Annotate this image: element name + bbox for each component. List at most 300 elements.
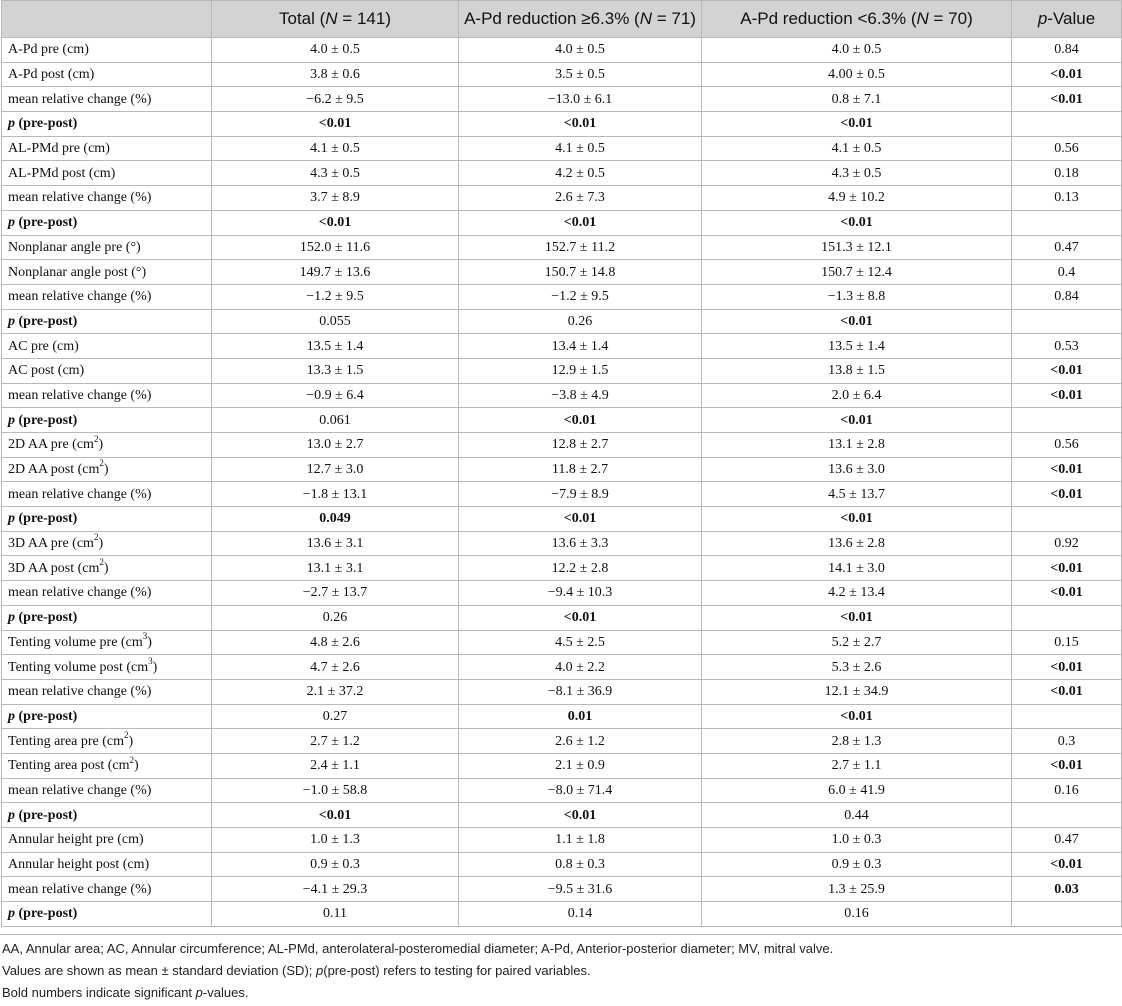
row-label-sup: 3 — [148, 655, 153, 666]
cell-total: 3.8 ± 0.6 — [212, 62, 459, 87]
row-label — [2, 655, 212, 680]
table-body — [2, 38, 1122, 927]
cell-p: 0.84 — [1012, 284, 1122, 309]
cell-g2: 4.0 ± 0.5 — [702, 38, 1012, 63]
header-row — [2, 1, 1122, 38]
row-label-text: mean relative change (%) — [8, 684, 152, 700]
table-row — [2, 679, 1122, 704]
row-label-text: mean relative change (%) — [8, 91, 152, 107]
row-label-text: mean relative change (%) — [8, 190, 152, 206]
row-label — [2, 408, 212, 433]
row-label-rest: (pre-post) — [15, 215, 78, 231]
header-g1-n: N — [639, 9, 652, 28]
table-row — [2, 284, 1122, 309]
cell-p: <0.01 — [1012, 482, 1122, 507]
header-g2-suffix: = 70) — [928, 9, 973, 28]
cell-total: −1.8 ± 13.1 — [212, 482, 459, 507]
footnote-values-p: p — [316, 963, 324, 978]
row-label-sup: 2 — [93, 433, 99, 444]
cell-g1: <0.01 — [459, 507, 702, 532]
row-label-text: Tenting volume post (cm — [8, 659, 149, 675]
row-label-text: Nonplanar angle pre (°) — [8, 239, 141, 255]
table-row — [2, 778, 1122, 803]
row-label — [2, 630, 212, 655]
cell-g1: 4.0 ± 0.5 — [459, 38, 702, 63]
footnote-bold-a: Bold numbers indicate significant — [2, 985, 196, 1000]
table-row — [2, 828, 1122, 853]
cell-total: 2.4 ± 1.1 — [212, 753, 459, 778]
row-label — [2, 679, 212, 704]
header-g2-n: N — [916, 9, 929, 28]
row-label-rest: (pre-post) — [15, 511, 78, 527]
cell-g1: 2.6 ± 1.2 — [459, 729, 702, 754]
cell-g2: 0.8 ± 7.1 — [702, 87, 1012, 112]
cell-g2: 151.3 ± 12.1 — [702, 235, 1012, 260]
cell-p — [1012, 408, 1122, 433]
cell-g1: <0.01 — [459, 803, 702, 828]
row-label — [2, 112, 212, 137]
cell-total: 1.0 ± 1.3 — [212, 828, 459, 853]
cell-total: 2.7 ± 1.2 — [212, 729, 459, 754]
cell-p — [1012, 210, 1122, 235]
header-p-value — [1012, 1, 1122, 38]
row-label-sup: 3 — [142, 631, 148, 642]
row-label-text: Annular height post (cm) — [8, 857, 150, 873]
row-label-p: p — [8, 610, 15, 626]
cell-g2: 13.1 ± 2.8 — [702, 433, 1012, 458]
cell-g2: 13.6 ± 2.8 — [702, 531, 1012, 556]
cell-g2: <0.01 — [702, 210, 1012, 235]
row-label — [2, 531, 212, 556]
cell-p: 0.15 — [1012, 630, 1122, 655]
footnote-bold-p: p — [195, 985, 203, 1000]
cell-total: <0.01 — [212, 803, 459, 828]
row-label-text: AL-PMd pre (cm) — [8, 141, 110, 157]
row-label — [2, 877, 212, 902]
cell-g1: 0.8 ± 0.3 — [459, 852, 702, 877]
row-label-text: Tenting volume pre (cm — [8, 634, 143, 650]
header-g2-prefix: A-Pd reduction <6.3% ( — [740, 9, 917, 28]
cell-g2: 1.3 ± 25.9 — [702, 877, 1012, 902]
cell-total: −1.2 ± 9.5 — [212, 284, 459, 309]
cell-g1: −3.8 ± 4.9 — [459, 383, 702, 408]
cell-g1: 0.26 — [459, 309, 702, 334]
table-row — [2, 605, 1122, 630]
row-label-sup: 2 — [124, 729, 129, 740]
row-label-rest: (pre-post) — [15, 313, 78, 329]
table-footnotes — [2, 938, 1120, 1004]
row-label-text: AC pre (cm) — [8, 338, 79, 354]
cell-total: 4.8 ± 2.6 — [212, 630, 459, 655]
cell-g2: 4.3 ± 0.5 — [702, 161, 1012, 186]
cell-total: 0.049 — [212, 507, 459, 532]
results-table — [1, 0, 1122, 927]
row-label — [2, 729, 212, 754]
row-label — [2, 358, 212, 383]
row-label-text: Tenting area post (cm — [8, 758, 130, 774]
cell-p — [1012, 902, 1122, 927]
row-label-text: mean relative change (%) — [8, 585, 152, 601]
cell-total: 0.11 — [212, 902, 459, 927]
row-label-close: ) — [133, 758, 139, 774]
cell-g2: 6.0 ± 41.9 — [702, 778, 1012, 803]
cell-p: <0.01 — [1012, 87, 1122, 112]
cell-g2: 5.2 ± 2.7 — [702, 630, 1012, 655]
cell-g1: <0.01 — [459, 408, 702, 433]
cell-p: 0.56 — [1012, 433, 1122, 458]
row-label — [2, 556, 212, 581]
row-label — [2, 235, 212, 260]
cell-total: 0.061 — [212, 408, 459, 433]
cell-g2: 0.9 ± 0.3 — [702, 852, 1012, 877]
row-label-close: ) — [152, 659, 158, 675]
cell-g1: 2.6 ± 7.3 — [459, 186, 702, 211]
row-label-p: p — [8, 511, 15, 527]
table-row — [2, 507, 1122, 532]
cell-p: 0.47 — [1012, 235, 1122, 260]
cell-g1: −9.5 ± 31.6 — [459, 877, 702, 902]
table-row — [2, 852, 1122, 877]
row-label-p: p — [8, 412, 15, 428]
cell-g1: 0.01 — [459, 704, 702, 729]
row-label — [2, 62, 212, 87]
cell-g1: 4.5 ± 2.5 — [459, 630, 702, 655]
cell-g2: 13.5 ± 1.4 — [702, 334, 1012, 359]
cell-p: 0.03 — [1012, 877, 1122, 902]
row-label-rest: (pre-post) — [15, 906, 78, 922]
row-label-text: Tenting area pre (cm — [8, 733, 125, 749]
cell-total: 4.1 ± 0.5 — [212, 136, 459, 161]
row-label — [2, 161, 212, 186]
cell-p: 0.56 — [1012, 136, 1122, 161]
cell-g2: <0.01 — [702, 605, 1012, 630]
row-label-text: Annular height pre (cm) — [8, 832, 144, 848]
table-row — [2, 136, 1122, 161]
row-label-p: p — [8, 116, 15, 132]
cell-p: <0.01 — [1012, 852, 1122, 877]
cell-total: 0.26 — [212, 605, 459, 630]
cell-g2: 13.8 ± 1.5 — [702, 358, 1012, 383]
header-p-italic: p — [1037, 9, 1048, 28]
cell-p: <0.01 — [1012, 62, 1122, 87]
cell-g1: 13.6 ± 3.3 — [459, 531, 702, 556]
cell-total: 13.6 ± 3.1 — [212, 531, 459, 556]
cell-p: <0.01 — [1012, 358, 1122, 383]
cell-g1: 150.7 ± 14.8 — [459, 260, 702, 285]
cell-p: 0.3 — [1012, 729, 1122, 754]
row-label — [2, 704, 212, 729]
cell-total: 4.7 ± 2.6 — [212, 655, 459, 680]
cell-g2: 4.1 ± 0.5 — [702, 136, 1012, 161]
cell-g1: 2.1 ± 0.9 — [459, 753, 702, 778]
table-row — [2, 433, 1122, 458]
cell-g1: 3.5 ± 0.5 — [459, 62, 702, 87]
cell-p: 0.84 — [1012, 38, 1122, 63]
row-label-text: Nonplanar angle post (°) — [8, 264, 147, 280]
cell-g1: 0.14 — [459, 902, 702, 927]
cell-total: 0.055 — [212, 309, 459, 334]
cell-g1: 11.8 ± 2.7 — [459, 457, 702, 482]
table-row — [2, 38, 1122, 63]
cell-p: 0.92 — [1012, 531, 1122, 556]
row-label-text: mean relative change (%) — [8, 782, 152, 798]
cell-p: <0.01 — [1012, 581, 1122, 606]
cell-g1: 12.9 ± 1.5 — [459, 358, 702, 383]
table-row — [2, 729, 1122, 754]
table-row — [2, 803, 1122, 828]
cell-g2: 4.2 ± 13.4 — [702, 581, 1012, 606]
cell-g1: 12.8 ± 2.7 — [459, 433, 702, 458]
footnote-values-b: (pre-post) refers to testing for paired variables. — [323, 963, 591, 978]
table-row — [2, 186, 1122, 211]
cell-g1: 12.2 ± 2.8 — [459, 556, 702, 581]
row-label-rest: (pre-post) — [15, 116, 78, 132]
cell-total: 152.0 ± 11.6 — [212, 235, 459, 260]
cell-g1: 13.4 ± 1.4 — [459, 334, 702, 359]
table-row — [2, 235, 1122, 260]
table-row — [2, 358, 1122, 383]
cell-g2: 12.1 ± 34.9 — [702, 679, 1012, 704]
row-label — [2, 210, 212, 235]
header-total-suffix: = 141) — [337, 9, 391, 28]
table-row — [2, 309, 1122, 334]
cell-total: −2.7 ± 13.7 — [212, 581, 459, 606]
row-label-rest: (pre-post) — [15, 807, 78, 823]
table-row — [2, 334, 1122, 359]
cell-p: <0.01 — [1012, 383, 1122, 408]
cell-g2: 2.8 ± 1.3 — [702, 729, 1012, 754]
row-label — [2, 38, 212, 63]
cell-p — [1012, 605, 1122, 630]
row-label-text: 2D AA pre (cm — [8, 437, 94, 453]
row-label-text: 2D AA post (cm — [8, 462, 100, 478]
cell-p: 0.18 — [1012, 161, 1122, 186]
cell-p: 0.53 — [1012, 334, 1122, 359]
row-label-text: AL-PMd post (cm) — [8, 165, 116, 181]
cell-p: 0.13 — [1012, 186, 1122, 211]
row-label-text: AC post (cm) — [8, 363, 85, 379]
cell-total: 12.7 ± 3.0 — [212, 457, 459, 482]
row-label — [2, 852, 212, 877]
cell-total: 4.3 ± 0.5 — [212, 161, 459, 186]
row-label — [2, 507, 212, 532]
cell-p: <0.01 — [1012, 679, 1122, 704]
cell-g1: −13.0 ± 6.1 — [459, 87, 702, 112]
cell-p — [1012, 112, 1122, 137]
row-label — [2, 433, 212, 458]
footnote-bold — [2, 982, 1120, 1004]
cell-g2: <0.01 — [702, 507, 1012, 532]
row-label — [2, 136, 212, 161]
header-total — [212, 1, 459, 38]
cell-total: 13.3 ± 1.5 — [212, 358, 459, 383]
row-label-p: p — [8, 215, 15, 231]
cell-g1: <0.01 — [459, 210, 702, 235]
cell-g1: −8.1 ± 36.9 — [459, 679, 702, 704]
row-label-sup: 2 — [129, 754, 134, 765]
row-label — [2, 902, 212, 927]
row-label — [2, 457, 212, 482]
cell-g1: 4.1 ± 0.5 — [459, 136, 702, 161]
row-label-rest: (pre-post) — [15, 708, 78, 724]
row-label-close: ) — [98, 437, 104, 453]
cell-total: 2.1 ± 37.2 — [212, 679, 459, 704]
row-label — [2, 482, 212, 507]
cell-total: −1.0 ± 58.8 — [212, 778, 459, 803]
cell-total: 0.9 ± 0.3 — [212, 852, 459, 877]
cell-g1: 4.2 ± 0.5 — [459, 161, 702, 186]
row-label — [2, 605, 212, 630]
table-row — [2, 457, 1122, 482]
row-label-p: p — [8, 708, 15, 724]
row-label-rest: (pre-post) — [15, 610, 78, 626]
cell-p: 0.47 — [1012, 828, 1122, 853]
header-total-prefix: Total ( — [279, 9, 326, 28]
cell-p: <0.01 — [1012, 655, 1122, 680]
table-row — [2, 408, 1122, 433]
table-row — [2, 556, 1122, 581]
cell-g2: 150.7 ± 12.4 — [702, 260, 1012, 285]
header-variable — [2, 1, 212, 38]
cell-p: 0.4 — [1012, 260, 1122, 285]
cell-p: 0.16 — [1012, 778, 1122, 803]
cell-g2: <0.01 — [702, 309, 1012, 334]
cell-g2: 4.5 ± 13.7 — [702, 482, 1012, 507]
cell-total: 4.0 ± 0.5 — [212, 38, 459, 63]
cell-g2: <0.01 — [702, 408, 1012, 433]
row-label-text: 3D AA post (cm — [8, 560, 100, 576]
cell-total: −4.1 ± 29.3 — [212, 877, 459, 902]
row-label-rest: (pre-post) — [15, 412, 78, 428]
row-label-sup: 2 — [99, 557, 104, 568]
cell-total: <0.01 — [212, 210, 459, 235]
row-label — [2, 828, 212, 853]
cell-g2: 4.00 ± 0.5 — [702, 62, 1012, 87]
row-label-sup: 2 — [99, 458, 104, 469]
row-label-p: p — [8, 906, 15, 922]
cell-g1: −1.2 ± 9.5 — [459, 284, 702, 309]
cell-g2: 13.6 ± 3.0 — [702, 457, 1012, 482]
table-row — [2, 260, 1122, 285]
cell-p — [1012, 704, 1122, 729]
cell-g2: 2.7 ± 1.1 — [702, 753, 1012, 778]
row-label — [2, 803, 212, 828]
cell-g1: 152.7 ± 11.2 — [459, 235, 702, 260]
cell-p — [1012, 803, 1122, 828]
table-row — [2, 112, 1122, 137]
row-label-text: A-Pd post (cm) — [8, 67, 95, 83]
cell-total: 149.7 ± 13.6 — [212, 260, 459, 285]
cell-g2: 14.1 ± 3.0 — [702, 556, 1012, 581]
cell-g2: 5.3 ± 2.6 — [702, 655, 1012, 680]
row-label-text: mean relative change (%) — [8, 387, 152, 403]
table-row — [2, 630, 1122, 655]
table-row — [2, 902, 1122, 927]
row-label-p: p — [8, 313, 15, 329]
table-row — [2, 581, 1122, 606]
row-label-close: ) — [128, 733, 134, 749]
table-row — [2, 62, 1122, 87]
row-label — [2, 334, 212, 359]
cell-total: 13.5 ± 1.4 — [212, 334, 459, 359]
notes-divider — [0, 934, 1122, 935]
cell-g1: −8.0 ± 71.4 — [459, 778, 702, 803]
cell-g2: <0.01 — [702, 704, 1012, 729]
cell-p: <0.01 — [1012, 753, 1122, 778]
row-label — [2, 383, 212, 408]
row-label — [2, 778, 212, 803]
cell-p: <0.01 — [1012, 457, 1122, 482]
row-label-text: mean relative change (%) — [8, 881, 152, 897]
header-g1-suffix: = 71) — [651, 9, 696, 28]
row-label-text: mean relative change (%) — [8, 486, 152, 502]
header-total-n: N — [325, 9, 338, 28]
row-label — [2, 581, 212, 606]
cell-g2: 4.9 ± 10.2 — [702, 186, 1012, 211]
row-label — [2, 186, 212, 211]
table-row — [2, 753, 1122, 778]
cell-g2: 0.16 — [702, 902, 1012, 927]
row-label-close: ) — [98, 536, 104, 552]
footnote-values-a: Values are shown as mean ± standard deviation (SD); — [2, 963, 316, 978]
cell-g1: <0.01 — [459, 605, 702, 630]
cell-g1: <0.01 — [459, 112, 702, 137]
row-label-text: A-Pd pre (cm) — [8, 42, 89, 58]
cell-total: 0.27 — [212, 704, 459, 729]
cell-g2: <0.01 — [702, 112, 1012, 137]
row-label-p: p — [8, 807, 15, 823]
table-header — [2, 1, 1122, 38]
table-row — [2, 87, 1122, 112]
footnote-abbreviations: AA, Annular area; AC, Annular circumference; AL-PMd, anterolateral-posteromedial diameter; A-Pd, Anterior-posterior diameter; MV, mitral valve. — [2, 941, 834, 956]
cell-g2: 0.44 — [702, 803, 1012, 828]
table-row — [2, 210, 1122, 235]
row-label — [2, 753, 212, 778]
cell-p — [1012, 507, 1122, 532]
table-row — [2, 877, 1122, 902]
row-label — [2, 87, 212, 112]
table-row — [2, 383, 1122, 408]
table-row — [2, 531, 1122, 556]
row-label-close: ) — [103, 560, 109, 576]
cell-total: −6.2 ± 9.5 — [212, 87, 459, 112]
row-label-text: 3D AA pre (cm — [8, 536, 94, 552]
cell-g1: 4.0 ± 2.2 — [459, 655, 702, 680]
row-label — [2, 260, 212, 285]
header-group-high — [459, 1, 702, 38]
footnote-values — [2, 960, 1120, 982]
cell-g1: −7.9 ± 8.9 — [459, 482, 702, 507]
table-row — [2, 161, 1122, 186]
table-row — [2, 482, 1122, 507]
footnote-bold-b: -values. — [202, 985, 249, 1000]
header-g1-prefix: A-Pd reduction ≥6.3% ( — [464, 9, 640, 28]
row-label — [2, 284, 212, 309]
table-row — [2, 704, 1122, 729]
cell-total: −0.9 ± 6.4 — [212, 383, 459, 408]
table-row — [2, 655, 1122, 680]
row-label-close: ) — [103, 462, 109, 478]
row-label-text: mean relative change (%) — [8, 289, 152, 305]
cell-total: 3.7 ± 8.9 — [212, 186, 459, 211]
header-p-suffix: -Value — [1047, 9, 1096, 28]
row-label-sup: 2 — [93, 532, 99, 543]
cell-g1: 1.1 ± 1.8 — [459, 828, 702, 853]
cell-total: 13.1 ± 3.1 — [212, 556, 459, 581]
cell-g2: −1.3 ± 8.8 — [702, 284, 1012, 309]
cell-g2: 1.0 ± 0.3 — [702, 828, 1012, 853]
header-group-low — [702, 1, 1012, 38]
